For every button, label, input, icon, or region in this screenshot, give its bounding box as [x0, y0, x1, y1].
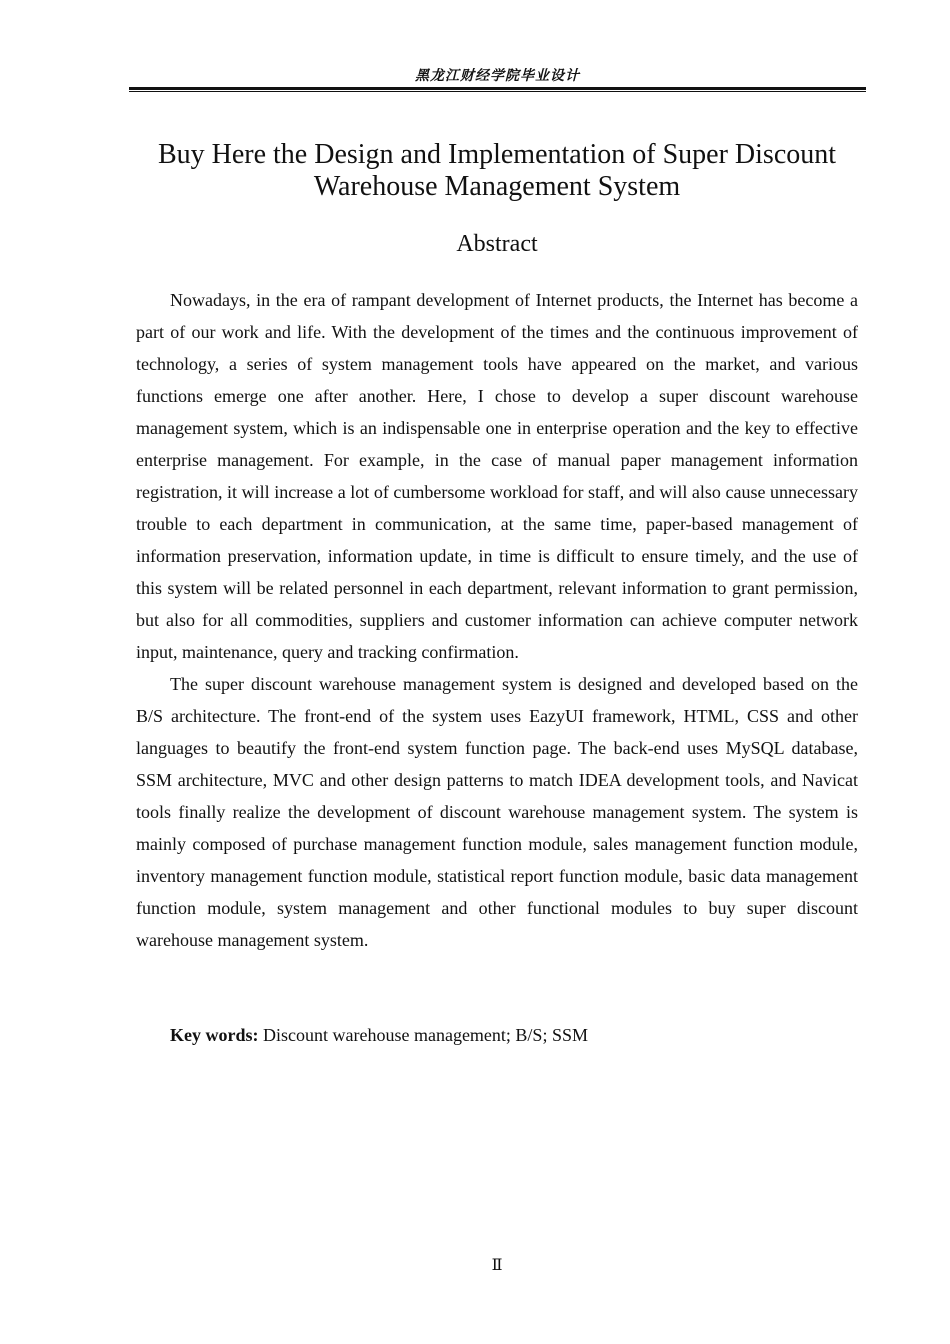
abstract-heading: Abstract [456, 231, 538, 257]
keywords-label: Key words: [170, 1025, 263, 1045]
title-line-2: Warehouse Management System [313, 171, 681, 202]
document-title [136, 139, 858, 203]
abstract-paragraph-1: Nowadays, in the era of rampant development of Internet products, the Internet has become a part of our work and life. With the development of the times and the continuous improvement of technology, a series of system management tools have appeared on the market, and various functions emerge one after another. Here, I chose to develop a super discount warehouse management system, which is an indispensable one in enterprise operation and the key to effective enterprise management. For example, in the case of manual paper management information registration, it will increase a lot of cumbersome workload for staff, and will also cause unnecessary trouble to each department in communication, at the same time, paper-based management of information preservation, information update, in time is difficult to ensure timely, and the use of this system will be related personnel in each department, relevant information to grant permission, but also for all commodities, suppliers and customer information can achieve computer network input, maintenance, query and tracking confirmation. [136, 290, 858, 662]
keywords-text: Discount warehouse management; B/S; SSM [263, 1025, 588, 1045]
keywords-line [136, 1019, 858, 1051]
running-header: 黑龙江财经学院毕业设计 [415, 68, 580, 84]
title-line-1: Buy Here the Design and Implementation of Super Discount [157, 139, 837, 170]
abstract-paragraph-2: The super discount warehouse management system is designed and developed based on the B/S architecture. The front-end of the system uses EazyUI framework, HTML, CSS and other languages to beautify the front-end system function page. The back-end uses MySQL database, SSM architecture, MVC and other design patterns to match IDEA development tools, and Navicat tools finally realize the development of discount warehouse management system. The system is mainly composed of purchase management function module, sales management function module, inventory management function module, statistical report function module, basic data management function module, system management and other functional modules to buy super discount warehouse management system. [136, 674, 858, 950]
header-double-rule [129, 87, 866, 92]
page-number: Ⅱ [491, 1257, 503, 1274]
abstract-body [136, 284, 858, 956]
